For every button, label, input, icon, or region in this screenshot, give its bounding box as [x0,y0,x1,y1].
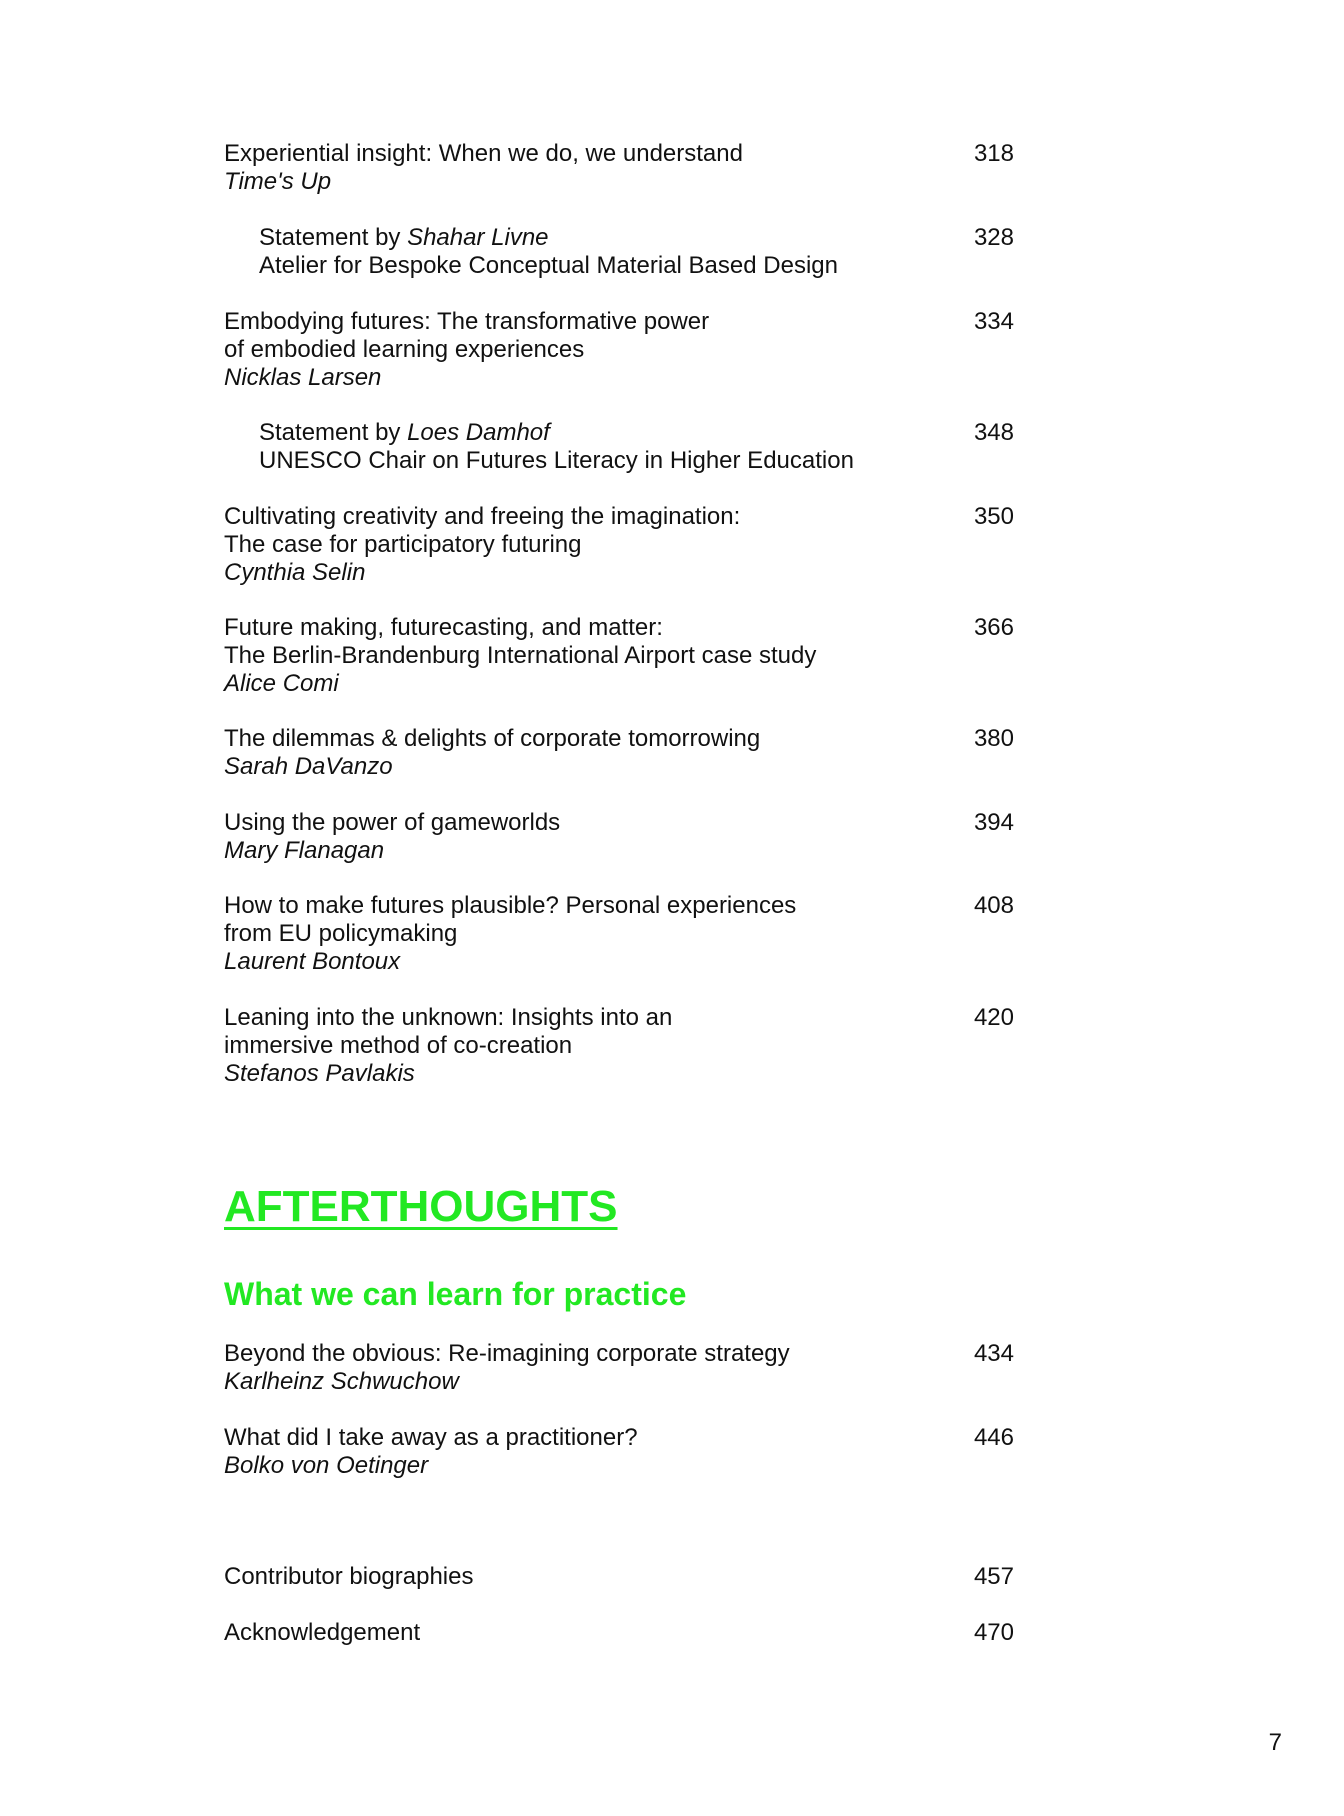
entry-title-line: of embodied learning experiences [224,336,585,363]
entry-author: Laurent Bontoux [224,948,401,975]
entry-page-number: 366 [973,614,1014,641]
statement-author: Loes Damhof [407,419,550,446]
entry-title-line: Experiential insight: When we do, we understand [224,140,743,167]
statement-line [259,419,1014,447]
statement-prefix: Statement by [259,419,408,446]
entry-page-number: 380 [973,725,1014,752]
toc-entry [224,1004,1014,1088]
entry-page-number: 420 [973,1004,1014,1031]
entry-page-number: 328 [973,224,1014,251]
entry-page-number: 457 [973,1563,1014,1590]
entry-page-number: 470 [973,1619,1014,1646]
entry-title-line: Embodying futures: The transformative power [224,308,710,335]
statement-organization: Atelier for Bespoke Conceptual Material Based Design [259,252,838,279]
entry-author: Nicklas Larsen [224,364,382,391]
statement-prefix: Statement by [259,224,408,251]
section-heading: AFTERTHOUGHTS [224,1182,618,1231]
entry-title-line: Acknowledgement [224,1619,421,1646]
entry-author: Mary Flanagan [224,837,385,864]
toc-entry [224,892,1014,976]
entry-title-line: The Berlin-Brandenburg International Airport case study [224,642,817,669]
toc-entry [224,809,1014,865]
toc-entry [224,1424,1014,1480]
entry-page-number: 446 [973,1424,1014,1451]
toc-entry [224,614,1014,698]
entry-author: Sarah DaVanzo [224,753,393,780]
entry-page-number: 348 [973,419,1014,446]
entry-title-line: How to make futures plausible? Personal experiences [224,892,797,919]
entry-title-line: The dilemmas & delights of corporate tomorrowing [224,725,761,752]
entry-title-line: What did I take away as a practitioner? [224,1424,638,1451]
page-folio-number: 7 [1268,1729,1282,1756]
entry-title-line: from EU policymaking [224,920,458,947]
entry-page-number: 408 [973,892,1014,919]
statement-line [259,224,1014,252]
toc-entry [224,308,1014,392]
entry-author: Bolko von Oetinger [224,1452,429,1479]
entry-title-line: Using the power of gameworlds [224,809,561,836]
toc-back-matter-entry [224,1563,1014,1591]
entry-title-line: immersive method of co-creation [224,1032,573,1059]
entry-author: Time's Up [224,168,332,195]
statement-author: Shahar Livne [407,224,549,251]
entry-title-line: Contributor biographies [224,1563,474,1590]
section-subheading: What we can learn for practice [224,1276,687,1312]
entry-title-line: Future making, futurecasting, and matter: [224,614,663,641]
entry-title-line: Beyond the obvious: Re-imagining corporate strategy [224,1340,790,1367]
toc-statement-entry [259,224,1014,280]
toc-entry [224,140,1014,196]
entry-author: Alice Comi [224,670,339,697]
entry-author: Stefanos Pavlakis [224,1060,415,1087]
entry-title-line: The case for participatory futuring [224,531,582,558]
entry-page-number: 318 [973,140,1014,167]
entry-page-number: 350 [973,503,1014,530]
toc-statement-entry [259,419,1014,475]
toc-entry [224,725,1014,781]
entry-page-number: 394 [973,809,1014,836]
toc-entry [224,503,1014,587]
entry-title-line: Leaning into the unknown: Insights into an [224,1004,673,1031]
entry-page-number: 434 [973,1340,1014,1367]
entry-author: Karlheinz Schwuchow [224,1368,459,1395]
entry-author: Cynthia Selin [224,559,366,586]
toc-entry [224,1340,1014,1396]
entry-title-line: Cultivating creativity and freeing the imagination: [224,503,741,530]
statement-organization: UNESCO Chair on Futures Literacy in Higher Education [259,447,854,474]
toc-back-matter-entry [224,1619,1014,1647]
entry-page-number: 334 [973,308,1014,335]
